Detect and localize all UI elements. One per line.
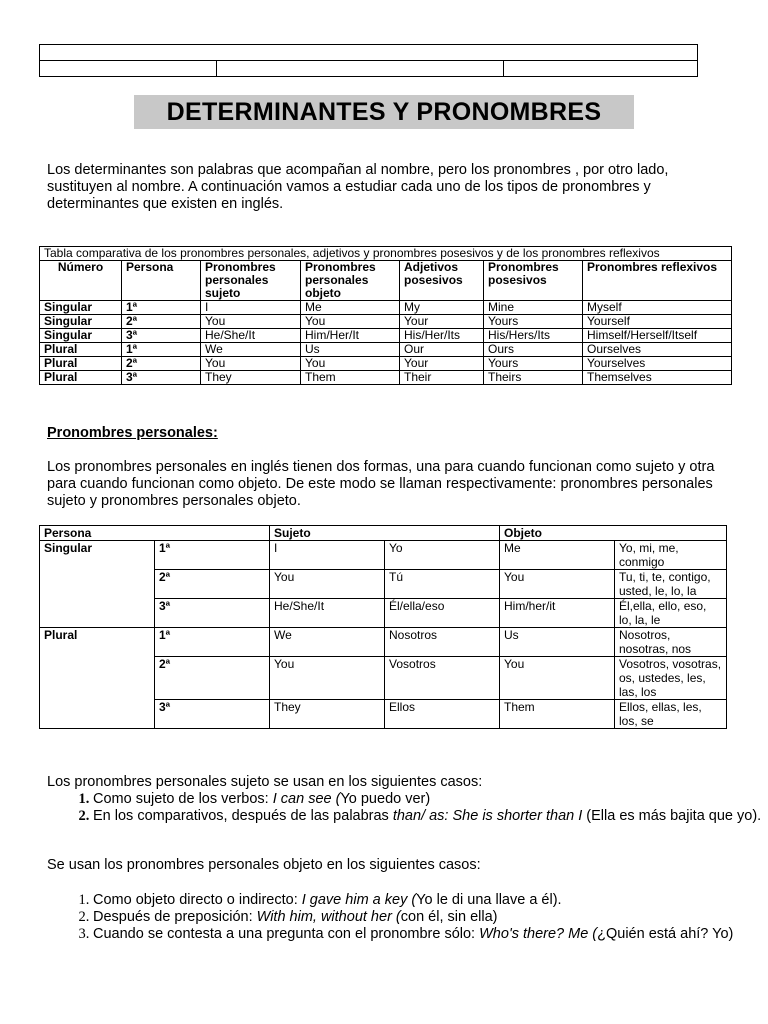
table-cell: Singular — [40, 329, 122, 343]
table-row — [40, 371, 732, 385]
table-header-row — [40, 261, 732, 301]
personal-pronouns-paragraph: Los pronombres personales en inglés tienen dos formas, una para cuando funcionan como sujeto y otra para cuando funcionan como objeto. De este modo se llaman respectivamente: pronombres personales sujeto y pronombres personales objeto. — [47, 459, 715, 509]
intro-paragraph: Los determinantes son palabras que acompañan al nombre, pero los pronombres , por otro lado, sustituyen al nombre. A continuación vamos a estudiar cada uno de los tipos de pronombres y determinantes que existen en inglés. — [47, 162, 669, 212]
list-item-example: Who's there? Me ( — [479, 926, 598, 942]
table-cell: Nosotros, nosotras, nos — [615, 628, 727, 657]
personal-pronouns-table — [39, 525, 727, 729]
column-header: Pronombres personales sujeto — [201, 261, 301, 301]
list-item-text: Como sujeto de los verbos: — [93, 791, 273, 807]
table-cell: Plural — [40, 343, 122, 357]
list-item-text: Cuando se contesta a una pregunta con el pronombre sólo: — [93, 926, 480, 942]
list-item-text: Yo puedo ver) — [340, 791, 431, 807]
table-cell: 3ª — [122, 371, 201, 385]
column-header: Adjetivos posesivos — [400, 261, 484, 301]
subject-usage-list — [47, 791, 768, 825]
table-cell: Your — [400, 315, 484, 329]
column-header: Persona — [122, 261, 201, 301]
table-cell: Singular — [40, 301, 122, 315]
comparison-table — [39, 246, 732, 385]
table-cell: We — [270, 628, 385, 657]
table-cell: Them — [500, 700, 615, 729]
list-item-text: Después de preposición: — [93, 909, 257, 925]
list-item-text: Yo le di una llave a él). — [416, 892, 562, 908]
list-item — [93, 791, 768, 808]
column-header: Pronombres personales objeto — [301, 261, 400, 301]
subject-usage-paragraph: Los pronombres personales sujeto se usan en los siguientes casos: — [47, 774, 483, 790]
list-item-example: I gave him a key ( — [301, 892, 417, 908]
table-row — [40, 541, 727, 570]
table-cell: Myself — [583, 301, 732, 315]
table-row — [40, 301, 732, 315]
table-row — [40, 343, 732, 357]
table-cell: His/Her/Its — [400, 329, 484, 343]
table-cell: Ourselves — [583, 343, 732, 357]
table-cell: Plural — [40, 357, 122, 371]
table-row — [40, 628, 727, 657]
table-cell: You — [201, 357, 301, 371]
table-cell: 2ª — [122, 315, 201, 329]
header-form-table — [39, 44, 698, 77]
table-cell: Them — [301, 371, 400, 385]
table-cell: Mine — [484, 301, 583, 315]
table-cell: Yours — [484, 357, 583, 371]
table-cell: Yo, mi, me, conmigo — [615, 541, 727, 570]
table-cell: 1ª — [155, 541, 270, 570]
header-form-cell — [40, 61, 217, 77]
column-header: Número — [40, 261, 122, 301]
table-cell: Singular — [40, 541, 155, 628]
table-cell: 3ª — [155, 599, 270, 628]
table-cell: They — [201, 371, 301, 385]
table-cell: Él/ella/eso — [385, 599, 500, 628]
table-cell: Yours — [484, 315, 583, 329]
table-cell: I — [201, 301, 301, 315]
table-cell: Ellos, ellas, les, los, se — [615, 700, 727, 729]
table-cell: Your — [400, 357, 484, 371]
table-cell: You — [301, 357, 400, 371]
table-cell: You — [201, 315, 301, 329]
table-cell: I — [270, 541, 385, 570]
header-form-cell — [504, 61, 698, 77]
list-item — [93, 909, 768, 926]
table-cell: 1ª — [122, 343, 201, 357]
column-header: Pronombres posesivos — [484, 261, 583, 301]
table-cell: 1ª — [122, 301, 201, 315]
list-item-text: (Ella es más bajita que yo). — [582, 808, 762, 824]
table-cell: Plural — [40, 371, 122, 385]
list-item — [93, 808, 768, 825]
object-usage-paragraph: Se usan los pronombres personales objeto en los siguientes casos: — [47, 857, 481, 873]
table-row — [40, 329, 732, 343]
column-header: Objeto — [500, 526, 727, 541]
table-cell: Singular — [40, 315, 122, 329]
table-cell: Plural — [40, 628, 155, 729]
table-cell: Themselves — [583, 371, 732, 385]
column-header: Sujeto — [270, 526, 500, 541]
list-item — [93, 892, 768, 909]
list-item-text: Como objeto directo o indirecto: — [93, 892, 302, 908]
object-usage-list — [47, 892, 768, 943]
list-item-text: con él, sin ella) — [400, 909, 498, 925]
table-cell: Vosotros, vosotras, os, ustedes, les, las, los — [615, 657, 727, 700]
table-cell: Tu, ti, te, contigo, usted, le, lo, la — [615, 570, 727, 599]
table-cell: 1ª — [155, 628, 270, 657]
table-cell: Vosotros — [385, 657, 500, 700]
table-cell: Him/Her/It — [301, 329, 400, 343]
table-cell: 3ª — [122, 329, 201, 343]
list-item-text: En los comparativos, después de las palabras — [93, 808, 393, 824]
table-cell: Tú — [385, 570, 500, 599]
table-cell: Yourselves — [583, 357, 732, 371]
table-cell: Yo — [385, 541, 500, 570]
table-cell: Nosotros — [385, 628, 500, 657]
table-header-row — [40, 526, 727, 541]
table-cell: Their — [400, 371, 484, 385]
table-cell: You — [500, 570, 615, 599]
list-item-example: I can see ( — [272, 791, 341, 807]
table-cell: You — [500, 657, 615, 700]
table-cell: They — [270, 700, 385, 729]
table-cell: Me — [301, 301, 400, 315]
list-item-example: With him, without her ( — [256, 909, 401, 925]
header-form-cell — [40, 45, 698, 61]
header-form-cell — [217, 61, 504, 77]
table-cell: Theirs — [484, 371, 583, 385]
table-cell: Him/her/it — [500, 599, 615, 628]
table-caption: Tabla comparativa de los pronombres personales, adjetivos y pronombres posesivos y de los pronombres reflexivos — [40, 247, 732, 261]
table-row — [40, 315, 732, 329]
list-item-example: than/ as: She is shorter than I — [392, 808, 583, 824]
table-cell: He/She/It — [270, 599, 385, 628]
table-cell: 2ª — [122, 357, 201, 371]
table-cell: Our — [400, 343, 484, 357]
column-header: Pronombres reflexivos — [583, 261, 732, 301]
table-cell: Himself/Herself/Itself — [583, 329, 732, 343]
list-item-text: ¿Quién está ahí? Yo) — [597, 926, 734, 942]
table-cell: You — [270, 570, 385, 599]
list-item — [93, 926, 768, 943]
table-cell: 2ª — [155, 570, 270, 599]
section-heading: Pronombres personales: — [47, 425, 218, 441]
table-cell: Yourself — [583, 315, 732, 329]
table-cell: 3ª — [155, 700, 270, 729]
table-cell: Us — [301, 343, 400, 357]
column-header: Persona — [40, 526, 270, 541]
table-cell: Us — [500, 628, 615, 657]
table-cell: Me — [500, 541, 615, 570]
table-cell: My — [400, 301, 484, 315]
table-cell: Ellos — [385, 700, 500, 729]
table-cell: We — [201, 343, 301, 357]
table-row — [40, 357, 732, 371]
table-cell: He/She/It — [201, 329, 301, 343]
table-cell: You — [270, 657, 385, 700]
page-title: DETERMINANTES Y PRONOMBRES — [134, 95, 634, 129]
table-cell: 2ª — [155, 657, 270, 700]
table-cell: His/Hers/Its — [484, 329, 583, 343]
table-cell: Ours — [484, 343, 583, 357]
table-cell: You — [301, 315, 400, 329]
table-cell: Él,ella, ello, eso, lo, la, le — [615, 599, 727, 628]
